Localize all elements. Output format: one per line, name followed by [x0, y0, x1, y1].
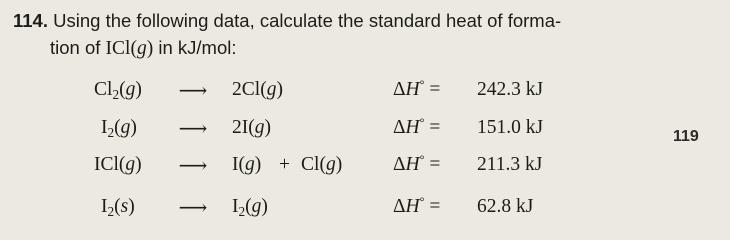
page-number: 119 — [673, 128, 699, 145]
reactant-state: g — [125, 154, 136, 175]
reactant-state: s — [120, 196, 129, 217]
product-state: g — [245, 154, 255, 175]
enthalpy-symbol: H — [405, 196, 420, 217]
reactant-element: Cl — [94, 79, 113, 100]
reaction-reactant: ICl(g) — [94, 154, 142, 175]
product-coefficient: 2 — [232, 79, 242, 100]
product-state: g — [325, 154, 336, 175]
reactant-subscript: 2 — [107, 203, 115, 219]
problem-number: 114. — [13, 10, 48, 31]
problem-text-line1: Using the following data, calculate the standard heat of forma- — [53, 10, 562, 31]
reactant-element: I — [101, 117, 108, 138]
enthalpy-value: 211.3 kJ — [477, 154, 543, 175]
plus-sign: + — [279, 154, 290, 175]
reaction-arrow: ⟶ — [178, 116, 208, 140]
standard-degree: ° — [419, 77, 425, 92]
problem-statement — [13, 7, 561, 62]
product-element: I — [232, 154, 239, 175]
reaction-row — [0, 192, 730, 222]
problem-text-line2 — [13, 34, 561, 62]
target-compound-state: g — [136, 38, 147, 59]
standard-degree: ° — [419, 152, 425, 167]
enthalpy-value: 151.0 kJ — [477, 117, 544, 138]
delta-symbol: Δ — [393, 117, 406, 138]
reactant-element: I — [101, 196, 108, 217]
equals-sign: = — [429, 79, 441, 100]
delta-symbol: Δ — [393, 79, 406, 100]
product-state: g — [251, 196, 262, 217]
enthalpy-label — [393, 75, 440, 105]
product-state: g — [254, 117, 265, 138]
product-coefficient: 2 — [232, 117, 242, 138]
product-element: I — [241, 117, 249, 138]
reaction-product: Cl(g) — [301, 154, 343, 175]
reactant-subscript: 2 — [107, 124, 115, 140]
product-element: I — [232, 196, 239, 217]
enthalpy-symbol: H — [405, 154, 420, 175]
equals-sign: = — [429, 196, 441, 217]
reaction-arrow: ⟶ — [178, 153, 208, 177]
problem-text-post: in kJ/mol: — [158, 37, 237, 58]
target-compound-formula: ICl — [105, 38, 131, 59]
reaction-product: $I_2(g)$ — [232, 196, 268, 219]
standard-degree: ° — [419, 194, 425, 209]
reactant-state: g — [120, 117, 131, 138]
reaction-product: I(g) — [232, 154, 262, 175]
enthalpy-label — [393, 150, 440, 180]
reactant-subscript: 2 — [112, 86, 120, 102]
reaction-row — [0, 113, 730, 143]
reaction-arrow: ⟶ — [178, 195, 208, 219]
reaction-row — [0, 150, 730, 180]
reaction-reactant: $I_2(s)$ — [101, 196, 135, 219]
standard-degree: ° — [419, 115, 425, 130]
reaction-reactant: $Cl_2(g)$ — [94, 79, 142, 102]
reaction-product: 2I(g) — [232, 117, 271, 138]
enthalpy-symbol: H — [405, 79, 420, 100]
enthalpy-symbol: H — [405, 117, 420, 138]
reaction-reactant: $I_2(g)$ — [101, 117, 137, 140]
reactant-element: ICl — [94, 154, 119, 175]
product-state: g — [266, 79, 277, 100]
target-compound: ICl(g) — [105, 38, 154, 59]
delta-symbol: Δ — [393, 154, 406, 175]
equals-sign: = — [429, 117, 441, 138]
reaction-arrow: ⟶ — [178, 78, 208, 102]
enthalpy-value: 62.8 kJ — [477, 196, 534, 217]
product-subscript: 2 — [238, 203, 246, 219]
reaction-product: 2Cl(g) — [232, 79, 283, 100]
enthalpy-label — [393, 192, 440, 222]
reaction-row — [0, 75, 730, 105]
product-element: Cl — [241, 79, 261, 100]
reactant-state: g — [125, 79, 136, 100]
delta-symbol: Δ — [393, 196, 406, 217]
enthalpy-label — [393, 113, 440, 143]
product-element: Cl — [301, 154, 320, 175]
problem-text-pre: tion of — [50, 37, 101, 58]
enthalpy-value: 242.3 kJ — [477, 79, 544, 100]
equals-sign: = — [429, 154, 441, 175]
